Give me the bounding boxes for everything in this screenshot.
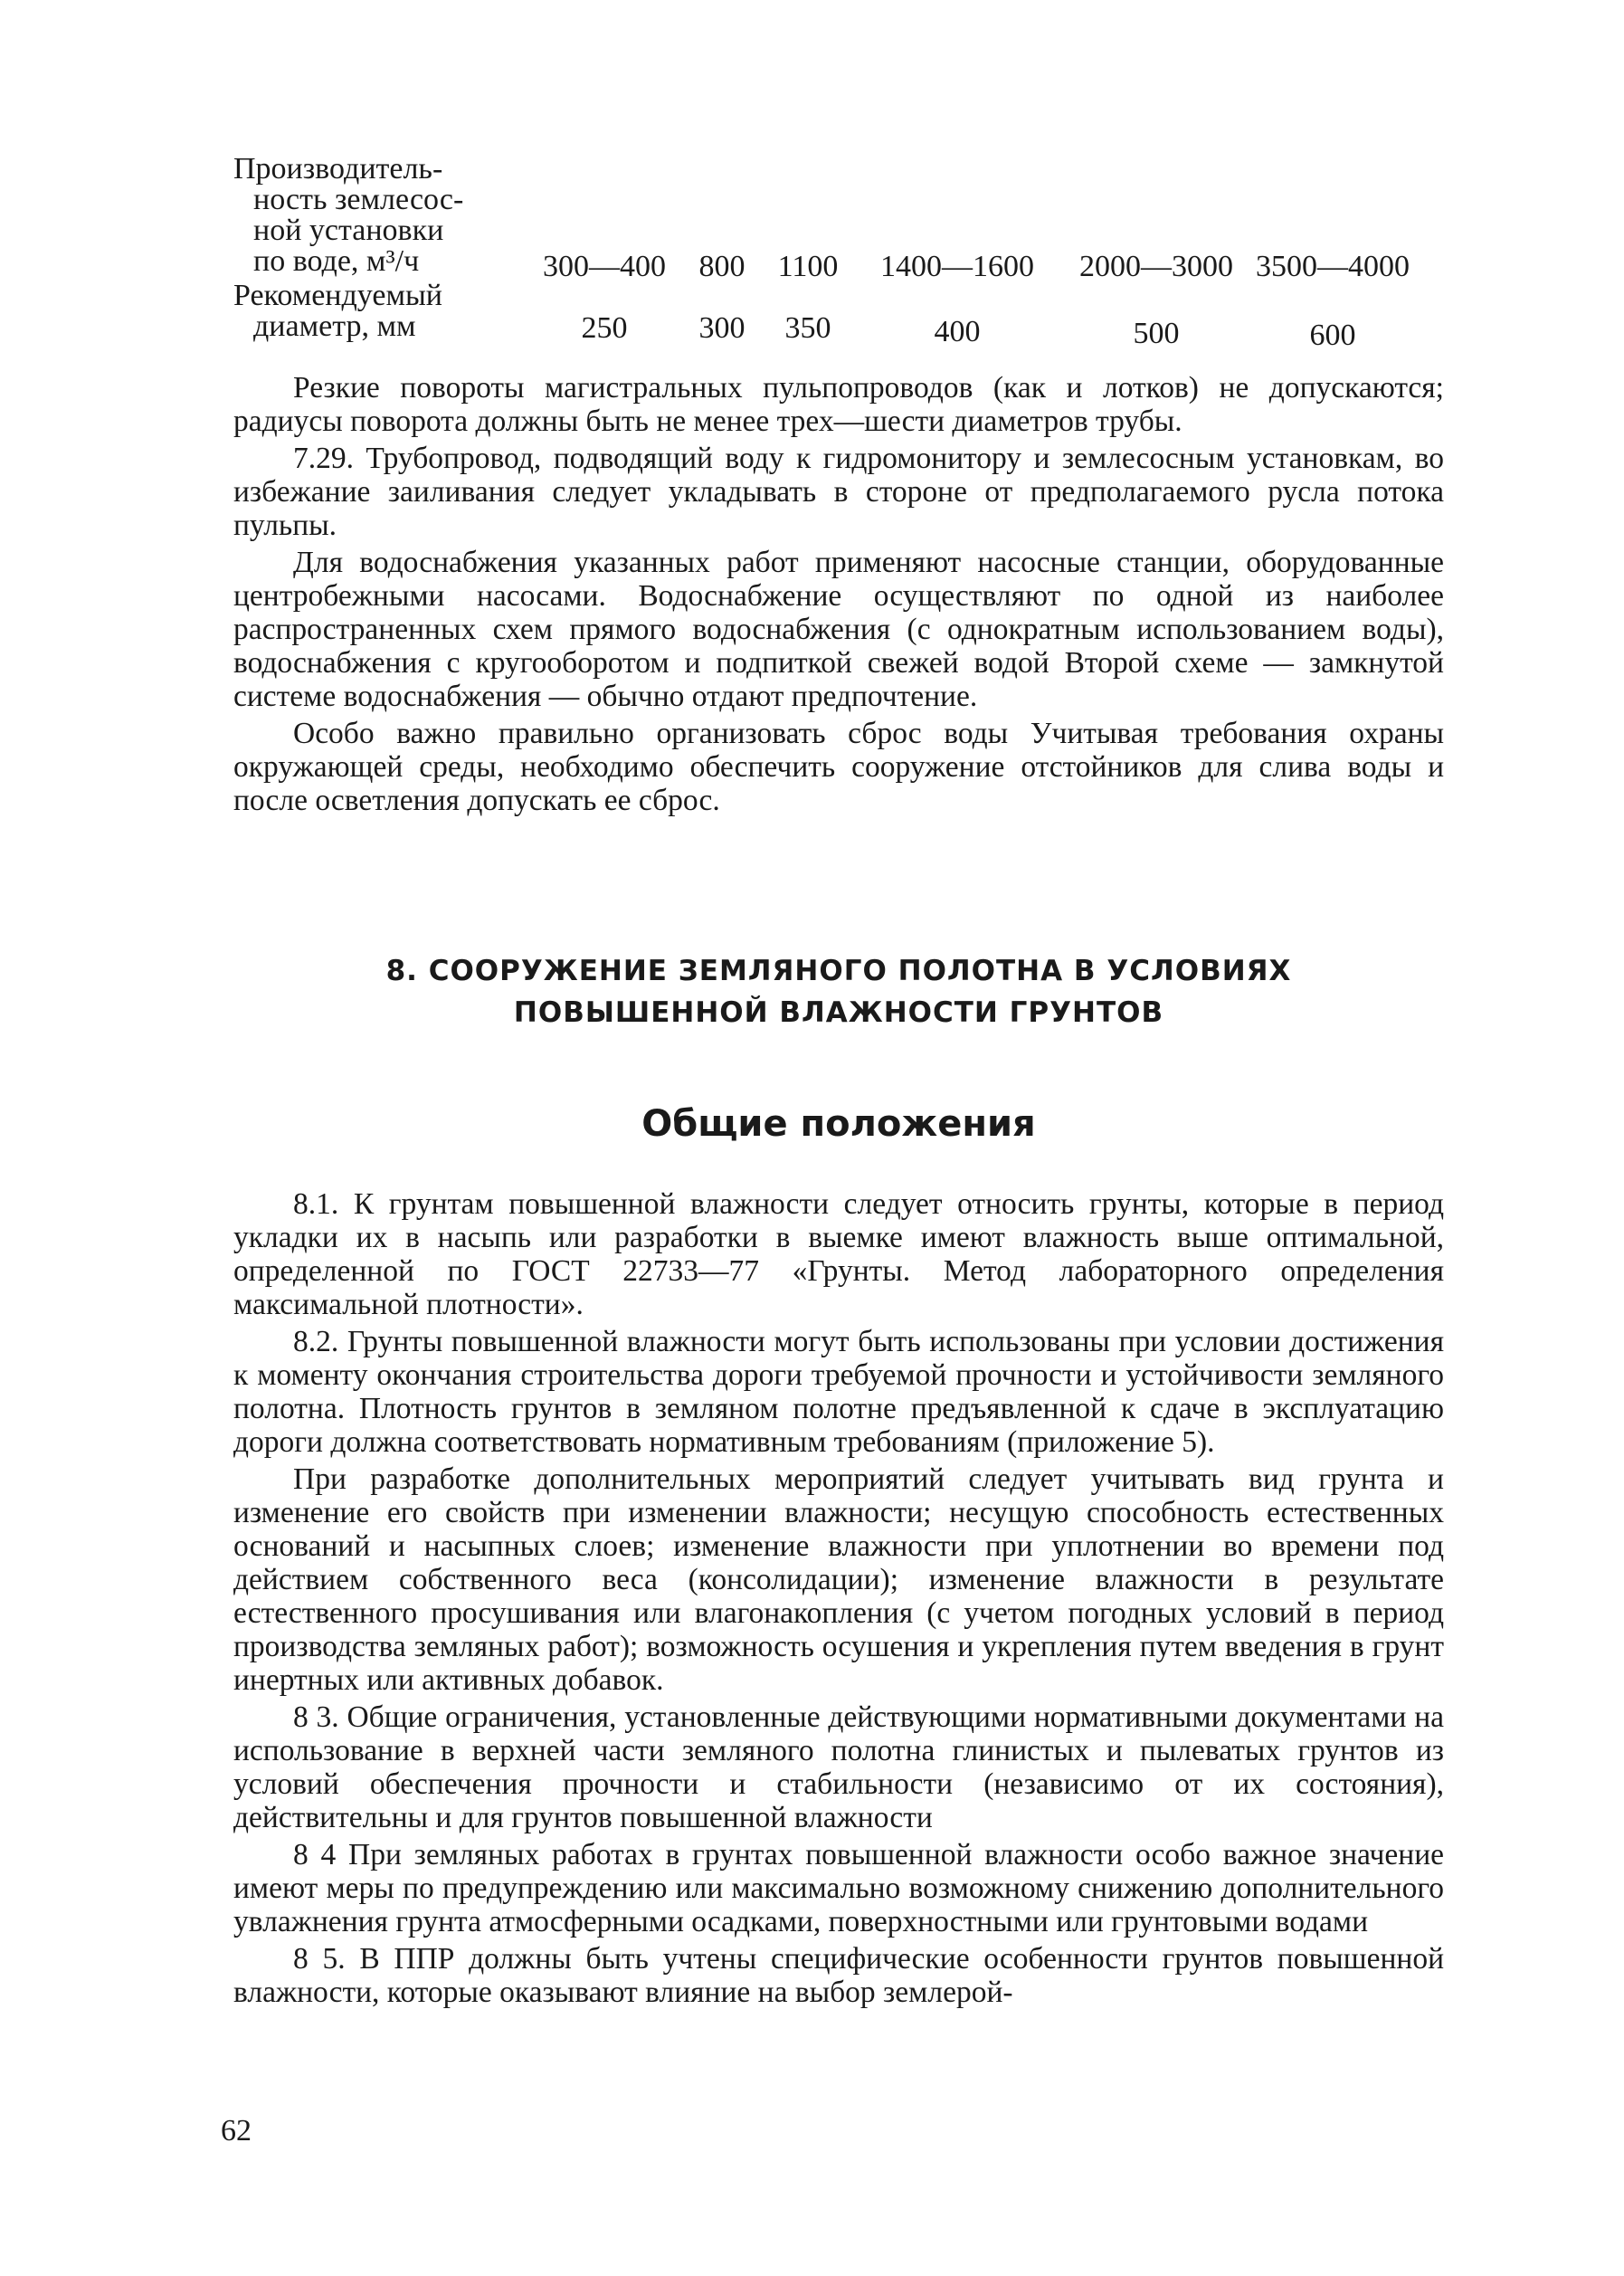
table-cell: 400 xyxy=(934,315,981,348)
paragraph: 8.1. К грунтам повышенной влажности следует относить грунты, которые в период укладки их в насыпь или разработки в выемке имеют влажность выше оптимальной, определенной по ГОСТ 22733—77 «Грунты. Метод лабораторного определения максимальной плотности». xyxy=(233,1187,1444,1321)
table-cell: 250 xyxy=(581,311,628,345)
paragraph: При разработке дополнительных мероприятий следует учитывать вид грунта и изменение его свойств при изменении влажности; несущую способность естественных оснований и насыпных слоев; изменение влажности при уплотнении во времени под действием собственного веса (консолидации); изменение влажности в результате естественного просушивания или влагонакопления (с учетом погодных условий в период производства земляных работ); возможность осушения и укрепления путем введения в грунт инертных или активных добавок. xyxy=(233,1462,1444,1697)
table-cell: 2000—3000 xyxy=(1079,250,1233,283)
table-cell: 350 xyxy=(784,311,831,345)
label-line: по воде, м³/ч xyxy=(253,244,420,278)
paragraph: Особо важно правильно организовать сброс воды Учитывая требования охраны окружающей среды, необходимо обеспечить сооружение отстойников для слива воды и после осветления допускать ее сброс. xyxy=(233,717,1444,817)
table-cell: 500 xyxy=(1133,317,1180,350)
paragraph: Резкие повороты магистральных пульпопроводов (как и лотков) не допускаются; радиусы поворота должны быть не менее трех—шести диаметров трубы. xyxy=(233,371,1444,438)
text-block-bottom xyxy=(233,1187,1444,2009)
text-block-top xyxy=(233,371,1444,817)
section-heading-line: ПОВЫШЕННОЙ ВЛАЖНОСТИ ГРУНТОВ xyxy=(513,996,1164,1029)
table-cell: 300—400 xyxy=(543,250,666,283)
subheading: Общие положения xyxy=(641,1103,1036,1145)
label-line: ность землесос- xyxy=(253,183,464,216)
paragraph: 8 4 При земляных работах в грунтах повышенной влажности особо важное значение имеют меры по предупреждению или максимально возможному снижению дополнительного увлажнения грунта атмосферными осадками, поверхностными или грунтовыми водами xyxy=(233,1838,1444,1938)
paragraph: 8 3. Общие ограничения, установленные действующими нормативными документами на использование в верхней части земляного полотна глинистых и пылеватых грунтов из условий обеспечения прочности и стабильности (независимо от их состояния), действительны и для грунтов повышенной влажности xyxy=(233,1700,1444,1834)
section-heading xyxy=(233,950,1444,1033)
label-line: диаметр, мм xyxy=(253,309,416,343)
paragraph: Для водоснабжения указанных работ применяют насосные станции, оборудованные центробежными насосами. Водоснабжение осуществляют по одной из наиболее распространенных схем прямого водоснабжения (с однократным использованием воды), водоснабжения с кругооборотом и подпиткой свежей водой Второй схеме — замкнутой системе водоснабжения — обычно отдают предпочтение. xyxy=(233,546,1444,713)
table-cell: 600 xyxy=(1309,319,1356,352)
page-number: 62 xyxy=(221,2114,252,2147)
paragraph: 8.2. Грунты повышенной влажности могут быть использованы при условии достижения к моменту окончания строительства дороги требуемой прочности и устойчивости земляного полотна. Плотность грунтов в земляном полотне предъявленной к сдаче в эксплуатацию дороги должна соответствовать нормативным требованиям (приложение 5). xyxy=(233,1325,1444,1459)
table-cell: 1100 xyxy=(777,250,839,283)
table-row-diameter xyxy=(233,309,1437,352)
table-cell: 300 xyxy=(698,311,746,345)
table-cell: 800 xyxy=(698,250,746,283)
table-cell: 1400—1600 xyxy=(880,250,1034,283)
label-line: Производитель- xyxy=(233,152,443,186)
label-line: ной установки xyxy=(253,214,444,247)
paragraph: 8 5. В ППР должны быть учтены специфические особенности грунтов повышенной влажности, которые оказывают влияние на выбор землерой- xyxy=(233,1942,1444,2009)
paragraph: 7.29. Трубопровод, подводящий воду к гидромонитору и землесосным установкам, во избежание заиливания следует укладывать в стороне от предполагаемого русла потока пульпы. xyxy=(233,442,1444,542)
section-heading-line: 8. СООРУЖЕНИЕ ЗЕМЛЯНОГО ПОЛОТНА В УСЛОВИЯХ xyxy=(385,955,1292,987)
table-cell: 3500—4000 xyxy=(1256,250,1410,283)
label-line: Рекомендуемый xyxy=(233,279,442,312)
